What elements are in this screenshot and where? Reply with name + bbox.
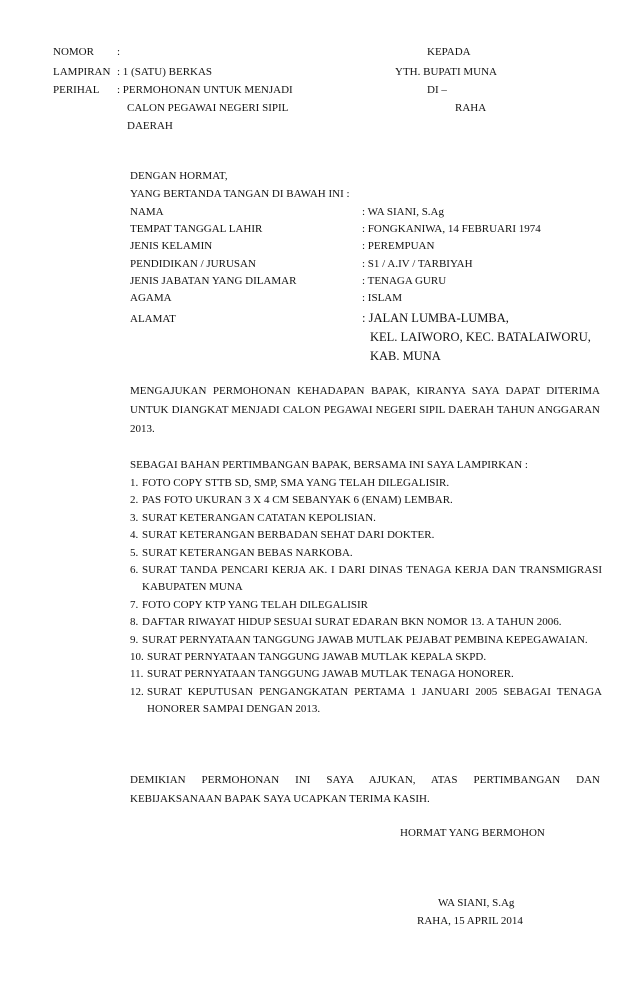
list-item — [130, 510, 602, 527]
list-number: 8. — [130, 616, 139, 629]
list-text: FOTO COPY STTB SD, SMP, SMA YANG TELAH DILEGALISIR. — [142, 477, 450, 489]
list-item — [130, 632, 602, 649]
list-item — [130, 614, 602, 631]
list-item — [130, 475, 602, 492]
field-label: AGAMA — [130, 291, 172, 304]
list-item — [130, 545, 602, 562]
alamat-line-3: KAB. MUNA — [370, 349, 441, 363]
list-text: PAS FOTO UKURAN 3 X 4 CM SEBANYAK 6 (ENAM) LEMBAR. — [142, 494, 453, 507]
field-row-birth — [130, 221, 600, 238]
list-number: 12. — [130, 685, 144, 698]
alamat-label: ALAMAT — [130, 313, 176, 325]
greeting: DENGAN HORMAT, — [130, 170, 228, 182]
field-value: : ISLAM — [362, 291, 403, 304]
field-row-religion — [130, 290, 600, 307]
field-label: JENIS KELAMIN — [130, 240, 213, 253]
alamat-line-2: KEL. LAIWORO, KEC. BATALAIWORU, — [370, 330, 591, 344]
list-number: 10. — [130, 651, 144, 664]
field-label: TEMPAT TANGGAL LAHIR — [130, 223, 263, 236]
list-text: SURAT TANDA PENCARI KERJA AK. I DARI DINAS TENAGA KERJA DAN TRANSMIGRASI KABUPATEN MUNA — [142, 564, 602, 594]
list-text: SURAT PERNYATAAN TANGGUNG JAWAB MUTLAK TENAGA HONORER. — [147, 668, 514, 681]
list-text: SURAT PERNYATAAN TANGGUNG JAWAB MUTLAK KEPALA SKPD. — [147, 651, 487, 664]
address-city: RAHA — [455, 102, 487, 114]
list-number: 11. — [130, 668, 144, 681]
attachments-intro: SEBAGAI BAHAN PERTIMBANGAN BAPAK, BERSAMA INI SAYA LAMPIRKAN : — [130, 459, 528, 471]
list-item — [130, 666, 602, 683]
perihal-value-1: : PERMOHONAN UNTUK MENJADI — [117, 84, 293, 96]
list-number: 7. — [130, 598, 139, 611]
lampiran-value: : 1 (SATU) BERKAS — [117, 66, 213, 78]
list-text: SURAT KETERANGAN CATATAN KEPOLISIAN. — [142, 511, 376, 524]
list-item — [130, 684, 602, 719]
list-text: DAFTAR RIWAYAT HIDUP SESUAI SURAT EDARAN BKN NOMOR 13. A TAHUN 2006. — [142, 616, 562, 629]
list-number: 6. — [130, 564, 139, 577]
intro-text: YANG BERTANDA TANGAN DI BAWAH INI : — [130, 188, 350, 200]
address-kepada: KEPADA — [427, 46, 471, 58]
field-label: JENIS JABATAN YANG DILAMAR — [130, 274, 297, 287]
alamat-lines — [362, 309, 591, 366]
perihal-value-3: DAERAH — [127, 120, 173, 132]
list-text: SURAT KETERANGAN BEBAS NARKOBA. — [142, 546, 353, 559]
perihal-label: PERIHAL — [53, 84, 100, 96]
field-row-education — [130, 256, 600, 273]
attachments-list — [130, 475, 602, 719]
field-row-gender — [130, 238, 600, 255]
list-item — [130, 649, 602, 666]
field-label: PENDIDIKAN / JURUSAN — [130, 257, 256, 270]
request-paragraph: MENGAJUKAN PERMOHONAN KEHADAPAN BAPAK, KIRANYA SAYA DAPAT DITERIMA UNTUK DIANGKAT MENJADI CALON PEGAWAI NEGERI SIPIL DAERAH TAHUN ANGGARAN 2013. — [130, 385, 600, 435]
list-text: SURAT KEPUTUSAN PENGANGKATAN PERTAMA 1 JANUARI 2005 SEBAGAI TENAGA HONORER SAMPAI DENGAN 2013. — [147, 685, 602, 716]
list-item — [130, 527, 602, 544]
perihal-value-2: CALON PEGAWAI NEGERI SIPIL — [127, 102, 289, 114]
field-value: : TENAGA GURU — [362, 274, 447, 287]
list-item — [130, 597, 602, 614]
request-paragraph-block — [130, 382, 600, 439]
list-number: 3. — [130, 511, 139, 524]
nomor-value: : — [117, 46, 121, 58]
list-number: 9. — [130, 633, 139, 646]
address-recipient: YTH. BUPATI MUNA — [395, 66, 497, 78]
list-number: 1. — [130, 477, 139, 489]
list-number: 2. — [130, 494, 139, 507]
nomor-label: NOMOR — [53, 46, 94, 58]
closing-paragraph-block — [130, 771, 600, 809]
field-value: : S1 / A.IV / TARBIYAH — [362, 257, 473, 270]
lampiran-label: LAMPIRAN — [53, 66, 111, 78]
signature-name: WA SIANI, S.Ag — [438, 897, 515, 909]
alamat-line-1: : JALAN LUMBA-LUMBA, — [362, 311, 509, 325]
identity-fields — [130, 204, 600, 307]
list-item — [130, 562, 602, 597]
list-number: 5. — [130, 546, 139, 559]
field-value: : PEREMPUAN — [362, 240, 435, 253]
field-label: NAMA — [130, 206, 164, 218]
field-row-position — [130, 273, 600, 290]
list-number: 4. — [130, 529, 139, 542]
field-value: : WA SIANI, S.Ag — [362, 206, 445, 218]
list-text: SURAT KETERANGAN BERBADAN SEHAT DARI DOKTER. — [142, 529, 435, 542]
address-di: DI – — [427, 84, 447, 96]
field-value: : FONGKANIWA, 14 FEBRUARI 1974 — [362, 223, 541, 236]
closing-paragraph: DEMIKIAN PERMOHONAN INI SAYA AJUKAN, ATAS PERTIMBANGAN DAN KEBIJAKSANAAN BAPAK SAYA UCAPKAN TERIMA KASIH. — [130, 774, 600, 805]
field-row-nama — [130, 204, 600, 221]
signature-salutation: HORMAT YANG BERMOHON — [400, 827, 545, 839]
signature-place-date: RAHA, 15 APRIL 2014 — [417, 915, 523, 927]
list-text: SURAT PERNYATAAN TANGGUNG JAWAB MUTLAK PEJABAT PEMBINA KEPEGAWAIAN. — [142, 633, 588, 646]
list-text: FOTO COPY KTP YANG TELAH DILEGALISIR — [142, 598, 369, 611]
list-item — [130, 492, 602, 509]
